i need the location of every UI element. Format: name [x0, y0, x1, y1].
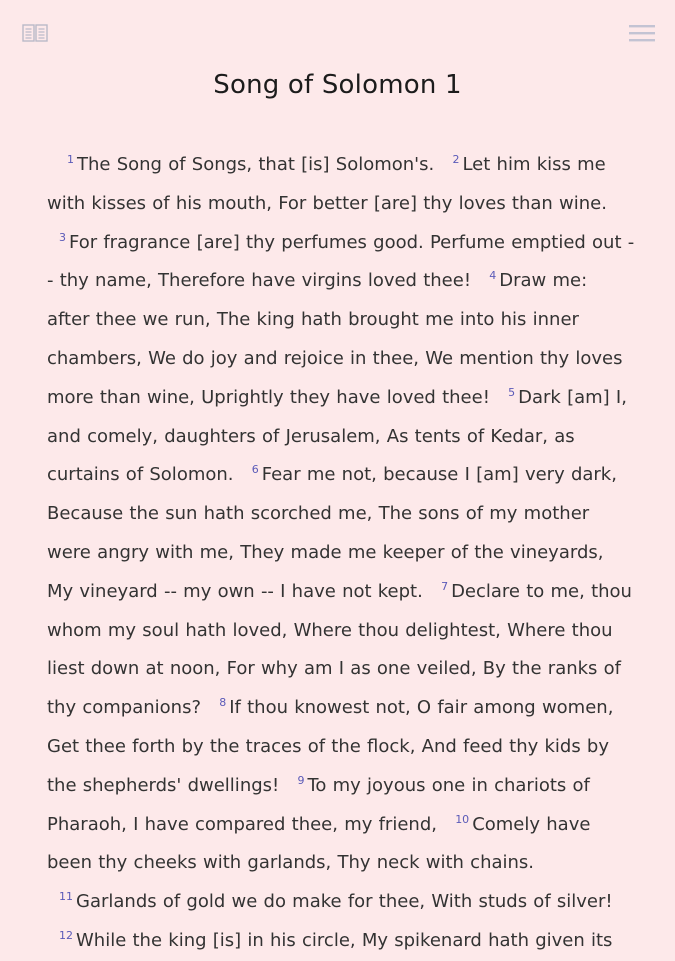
verse-number: 12 — [59, 928, 73, 942]
verse-number: 3 — [59, 230, 66, 244]
verse-number: 8 — [219, 696, 227, 710]
chapter-text — [47, 146, 635, 961]
verse-text: Garlands of gold we do make for thee, With studs of silver! — [76, 891, 613, 913]
verse-number: 11 — [59, 890, 73, 904]
verse-number: 5 — [508, 385, 516, 399]
verse[interactable] — [47, 930, 612, 951]
verse-number: 10 — [455, 812, 470, 826]
verse-text: Fear me not, because I [am] very dark, Because the sun hath scorched me, The sons of my mother were angry with me, They made me keeper of the vineyards, My vineyard -- my own -- I have not kept. — [47, 464, 617, 602]
verse-number: 7 — [441, 579, 449, 593]
verse-number: 2 — [452, 153, 460, 166]
verse[interactable] — [47, 891, 613, 912]
verse-text: Comely have been thy cheeks with garlands, Thy neck with chains. — [47, 813, 591, 874]
verse-text: The Song of Songs, that [is] Solomon's. — [77, 154, 441, 175]
book-open-icon[interactable] — [22, 24, 48, 42]
hamburger-menu-icon[interactable] — [629, 24, 655, 42]
verse-text: Let him kiss me with kisses of his mouth, For better [are] thy loves than wine. — [47, 154, 607, 214]
verse-number: 4 — [489, 269, 497, 283]
verse-text: Declare to me, thou whom my soul hath loved, Where thou delightest, Where thou liest down at noon, For why am I as one veiled, By the ranks of thy companions? — [47, 580, 632, 719]
verse[interactable] — [67, 154, 440, 175]
verse-text: Draw me: after thee we run, The king hath brought me into his inner chambers, We do joy and rejoice in thee, We mention thy loves more than wine, Uprightly they have loved thee! — [47, 270, 623, 408]
verse-text: While the king [is] in his circle, My spikenard hath given its — [76, 929, 613, 951]
verse-text: Dark [am] I, and comely, daughters of Jerusalem, As tents of Kedar, as curtains of Solomon. — [47, 386, 627, 486]
verse-text: If thou knowest not, O fair among women, Get thee forth by the traces of the flock, And feed thy kids by the shepherds' dwellings! — [47, 697, 614, 796]
toolbar — [0, 0, 675, 66]
verse-number: 1 — [67, 153, 74, 166]
verse-text: For fragrance [are] thy perfumes good. Perfume emptied out -- thy name, Therefore have virgins loved thee! — [47, 231, 635, 292]
page-title: Song of Solomon 1 — [213, 70, 462, 100]
verse-number: 9 — [297, 773, 305, 787]
verse-number: 6 — [251, 463, 259, 477]
verse-text: To my joyous one in chariots of Pharaoh, I have compared thee, my friend, — [47, 774, 590, 835]
